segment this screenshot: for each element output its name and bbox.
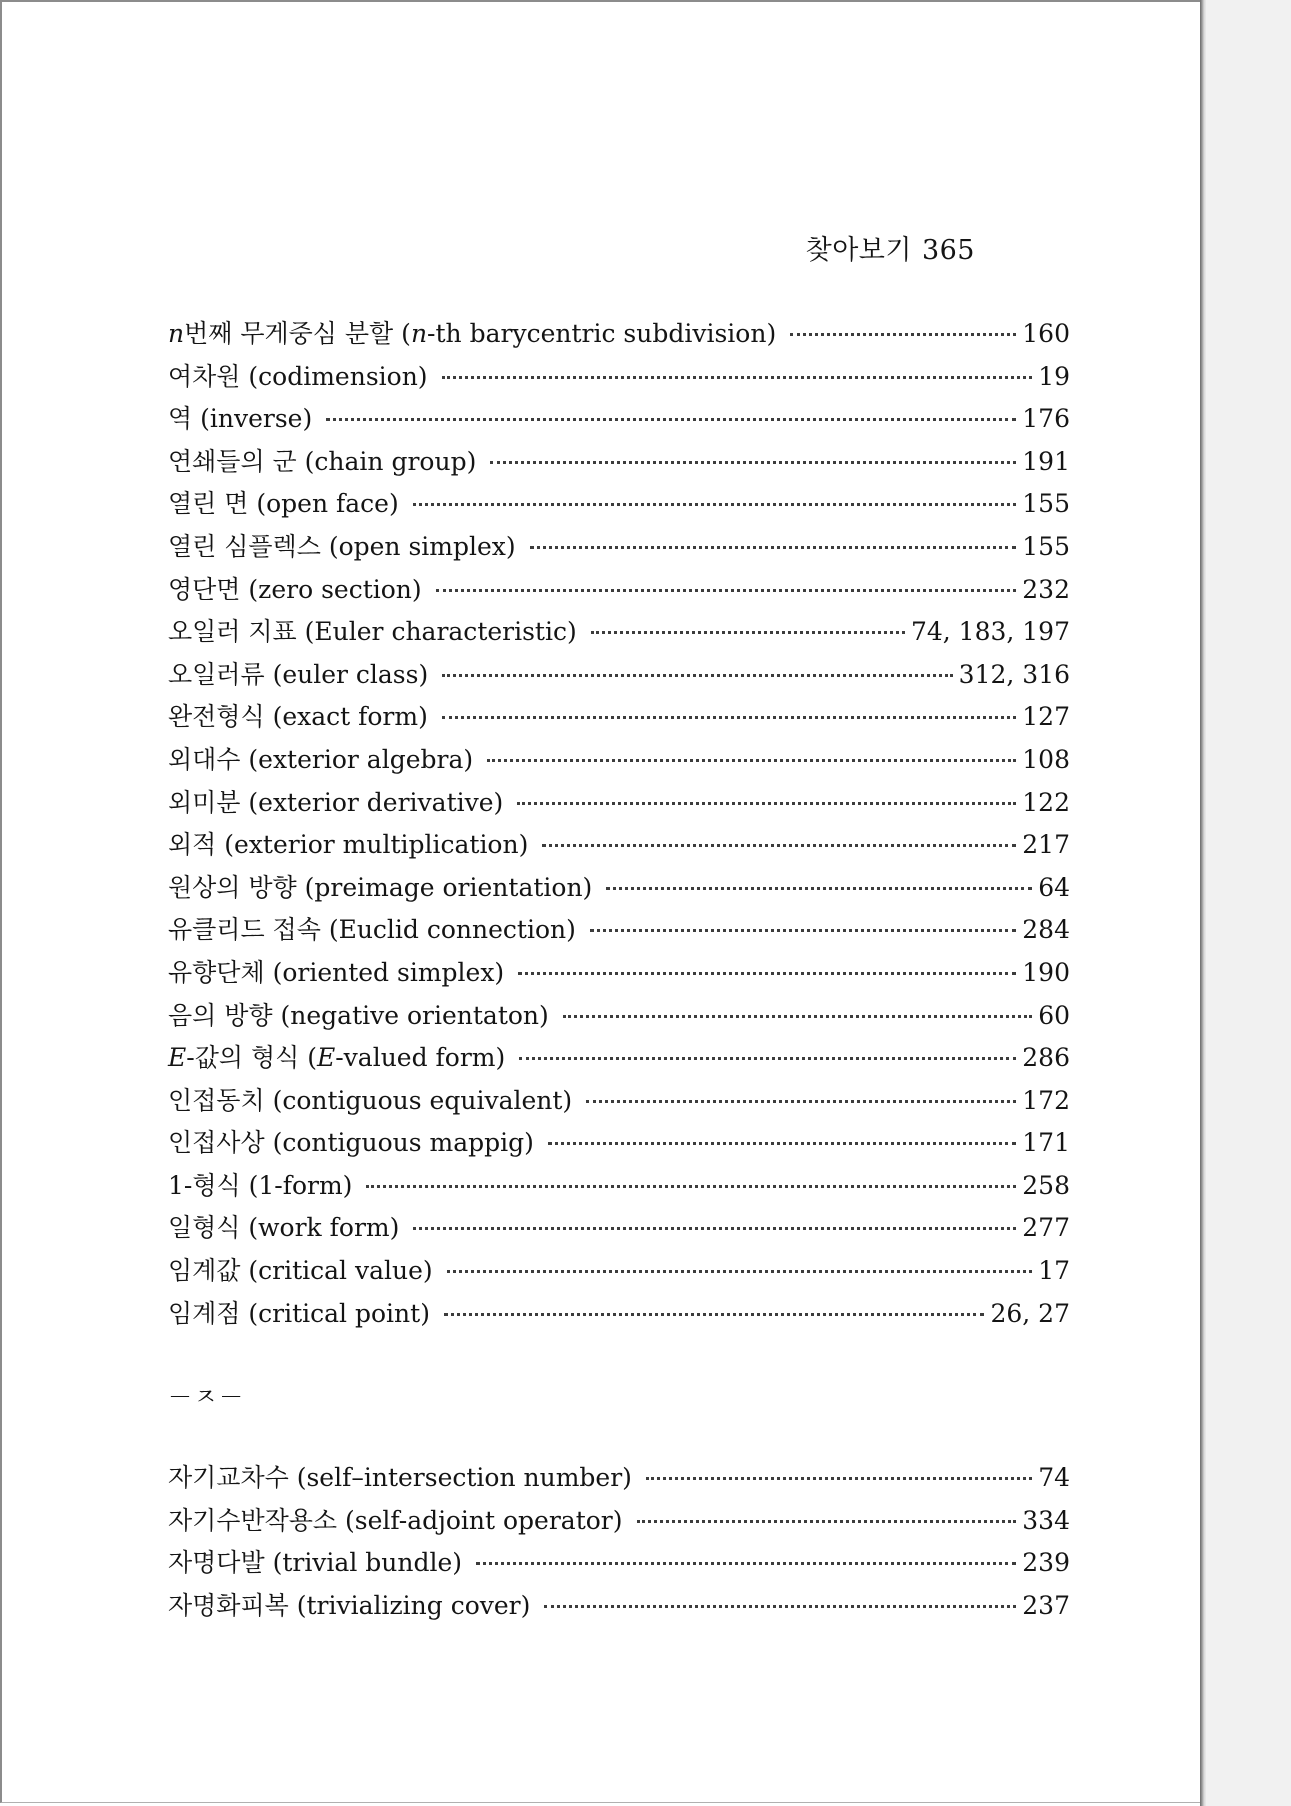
index-term [168, 1208, 399, 1244]
dot-leader [490, 461, 1016, 464]
index-term [168, 1501, 623, 1537]
dot-leader [518, 972, 1016, 975]
term-english: (critical point) [248, 1298, 430, 1328]
page-refs: 17 [1038, 1256, 1070, 1286]
term-math-prefix: n [168, 319, 185, 348]
term-english: (contiguous equivalent) [272, 1085, 573, 1115]
page-refs: 312, 316 [958, 659, 1070, 689]
index-entry [168, 399, 1070, 442]
dot-leader [517, 802, 1016, 805]
term-english: -valued form) [335, 1043, 506, 1073]
term-english: (chain group) [304, 446, 477, 476]
term-english-open: ( [401, 319, 411, 348]
term-math-prefix: E [168, 1043, 187, 1073]
dot-leader [606, 887, 1032, 890]
index-entry [168, 1166, 1070, 1209]
term-korean: 원상의 방향 [168, 872, 297, 902]
index-list-first [168, 314, 1070, 1336]
index-entry [168, 484, 1070, 527]
page-refs: 26, 27 [990, 1298, 1070, 1328]
term-english: (codimension) [248, 361, 428, 391]
term-korean: 외적 [168, 830, 217, 860]
term-english: (open face) [256, 489, 399, 519]
term-english: (preimage orientation) [304, 872, 593, 902]
term-english: (trivial bundle) [272, 1548, 463, 1578]
dot-leader [637, 1520, 1017, 1523]
index-entry [168, 314, 1070, 357]
page-refs: 284 [1022, 915, 1070, 945]
index-entry [168, 783, 1070, 826]
term-english: (exterior multiplication) [224, 830, 529, 860]
index-term [168, 527, 516, 563]
page-refs: 160 [1022, 319, 1070, 348]
dot-leader [591, 631, 905, 634]
index-entry [168, 527, 1070, 570]
index-entry [168, 655, 1070, 698]
term-english: (trivializing cover) [296, 1590, 531, 1620]
term-korean: 인접동치 [168, 1085, 265, 1115]
index-term [168, 1123, 534, 1159]
term-korean: 외미분 [168, 787, 241, 817]
index-entry [168, 1501, 1070, 1544]
dot-leader [413, 1227, 1016, 1230]
index-term [168, 996, 549, 1032]
index-entry [168, 1251, 1070, 1294]
term-english: (negative orientaton) [280, 1000, 549, 1030]
dot-leader [548, 1142, 1016, 1145]
dot-leader [487, 759, 1016, 762]
index-entry [168, 697, 1070, 740]
term-korean: 열린 심플렉스 [168, 531, 321, 561]
page-refs: 60 [1038, 1000, 1070, 1030]
index-entry [168, 1081, 1070, 1124]
index-entry [168, 868, 1070, 911]
term-english: (oriented simplex) [272, 957, 505, 987]
dot-leader [442, 376, 1033, 379]
index-entry [168, 570, 1070, 613]
page-refs: 64 [1038, 872, 1070, 902]
term-korean: 1-형식 [168, 1170, 241, 1200]
term-korean: 역 [168, 404, 193, 434]
page-refs: 286 [1022, 1043, 1070, 1073]
dot-leader [790, 333, 1016, 336]
term-english: (work form) [248, 1213, 400, 1243]
term-korean: -값의 형식 [186, 1043, 300, 1073]
page-refs: 190 [1022, 957, 1070, 987]
page-refs: 155 [1022, 489, 1070, 519]
dot-leader [519, 1057, 1016, 1060]
index-term [168, 1166, 352, 1202]
term-korean: 완전형식 [168, 702, 265, 732]
running-head-title: 찾아보기 [805, 235, 912, 266]
term-english-open: ( [307, 1043, 317, 1073]
dot-leader [563, 1015, 1032, 1018]
term-english: (Euler characteristic) [304, 617, 577, 647]
term-english-math: n [410, 319, 428, 348]
index-term [168, 1586, 530, 1622]
page-refs: 122 [1022, 787, 1070, 817]
dot-leader [413, 503, 1017, 506]
section-heading: －ㅈ－ [168, 1383, 246, 1411]
page-refs: 172 [1022, 1085, 1070, 1115]
term-english: (open simplex) [328, 531, 516, 561]
dot-leader [447, 1270, 1033, 1273]
term-english: (contiguous mappig) [272, 1128, 534, 1158]
index-term [168, 1038, 505, 1074]
term-english-math: E [316, 1043, 336, 1073]
dot-leader [442, 674, 952, 677]
index-term [168, 399, 312, 435]
page-number: 365 [921, 235, 975, 266]
index-entry [168, 996, 1070, 1039]
term-korean: 외대수 [168, 744, 241, 774]
term-korean: 일형식 [168, 1213, 241, 1243]
index-entry [168, 1294, 1070, 1337]
dot-leader [586, 1100, 1016, 1103]
term-korean: 자명화피복 [168, 1590, 289, 1620]
term-korean: 열린 면 [168, 489, 249, 519]
term-english: (Euclid connection) [328, 915, 576, 945]
index-term [168, 740, 473, 776]
index-entry [168, 953, 1070, 996]
index-term [168, 442, 476, 478]
term-korean: 영단면 [168, 574, 241, 604]
term-korean: 음의 방향 [168, 1000, 273, 1030]
index-entry [168, 910, 1070, 953]
page-refs: 127 [1022, 702, 1070, 732]
index-entry [168, 1458, 1070, 1501]
index-term [168, 910, 576, 946]
term-english: (zero section) [248, 574, 422, 604]
term-korean: 자기수반작용소 [168, 1505, 338, 1535]
index-term [168, 868, 592, 904]
term-korean: 여차원 [168, 361, 241, 391]
term-korean: 유향단체 [168, 957, 265, 987]
term-korean: 자기교차수 [168, 1463, 289, 1492]
page-refs: 171 [1022, 1128, 1070, 1158]
index-term [168, 1251, 433, 1287]
page-refs: 258 [1022, 1170, 1070, 1200]
page-refs: 237 [1022, 1590, 1070, 1620]
page-refs: 176 [1022, 404, 1070, 434]
index-term [168, 484, 399, 520]
index-term [168, 1458, 632, 1494]
term-korean: 오일러 지표 [168, 617, 297, 647]
index-entry [168, 357, 1070, 400]
term-korean: 임계점 [168, 1298, 241, 1328]
term-english: (euler class) [272, 659, 429, 689]
term-english: (exterior algebra) [248, 744, 474, 774]
term-korean: 번째 무게중심 분할 [184, 319, 394, 348]
term-english: (inverse) [200, 404, 313, 434]
term-english: (exact form) [272, 702, 428, 732]
page-refs: 277 [1022, 1213, 1070, 1243]
page-refs: 217 [1022, 830, 1070, 860]
page-refs: 232 [1022, 574, 1070, 604]
index-entry [168, 740, 1070, 783]
index-term [168, 825, 528, 861]
page-refs: 74, 183, 197 [910, 617, 1070, 647]
term-korean: 자명다발 [168, 1548, 265, 1578]
index-term [168, 612, 577, 648]
index-list-second [168, 1458, 1070, 1628]
page-refs: 239 [1022, 1548, 1070, 1578]
dot-leader [326, 418, 1016, 421]
dot-leader [646, 1477, 1032, 1480]
index-entry [168, 825, 1070, 868]
index-entry [168, 612, 1070, 655]
term-english: (critical value) [248, 1256, 433, 1286]
index-term [168, 655, 428, 691]
term-english: (exterior derivative) [248, 787, 504, 817]
dot-leader [366, 1185, 1016, 1188]
dot-leader [444, 1313, 985, 1316]
page-refs: 74 [1038, 1463, 1070, 1492]
dot-leader [442, 716, 1016, 719]
term-english: (self–intersection number) [296, 1463, 632, 1492]
index-entry [168, 1208, 1070, 1251]
index-term [168, 697, 428, 733]
page-refs: 334 [1022, 1505, 1070, 1535]
term-korean: 유클리드 접속 [168, 915, 321, 945]
index-term [168, 570, 422, 606]
index-entry [168, 442, 1070, 485]
dot-leader [436, 589, 1017, 592]
dot-leader [544, 1605, 1016, 1608]
index-term [168, 1081, 572, 1117]
term-korean: 임계값 [168, 1256, 241, 1286]
dot-leader [476, 1562, 1016, 1565]
index-entry [168, 1123, 1070, 1166]
page-refs: 19 [1038, 361, 1070, 391]
term-english: (1-form) [248, 1170, 353, 1200]
index-term [168, 783, 503, 819]
page-refs: 191 [1022, 446, 1070, 476]
term-korean: 연쇄들의 군 [168, 446, 297, 476]
index-entry [168, 1038, 1070, 1081]
term-korean: 오일러류 [168, 659, 265, 689]
index-term [168, 357, 428, 393]
dot-leader [530, 546, 1017, 549]
running-head [806, 228, 975, 267]
index-term [168, 314, 776, 350]
term-english: -th barycentric subdivision) [427, 319, 777, 348]
page-refs: 155 [1022, 531, 1070, 561]
dot-leader [590, 929, 1016, 932]
term-english: (self-adjoint operator) [345, 1505, 623, 1535]
term-korean: 인접사상 [168, 1128, 265, 1158]
page-refs: 108 [1022, 744, 1070, 774]
index-term [168, 1543, 462, 1579]
viewer-gutter [1206, 0, 1291, 1806]
index-term [168, 953, 504, 989]
index-entry [168, 1586, 1070, 1629]
index-term [168, 1294, 430, 1330]
index-entry [168, 1543, 1070, 1586]
dot-leader [542, 844, 1016, 847]
